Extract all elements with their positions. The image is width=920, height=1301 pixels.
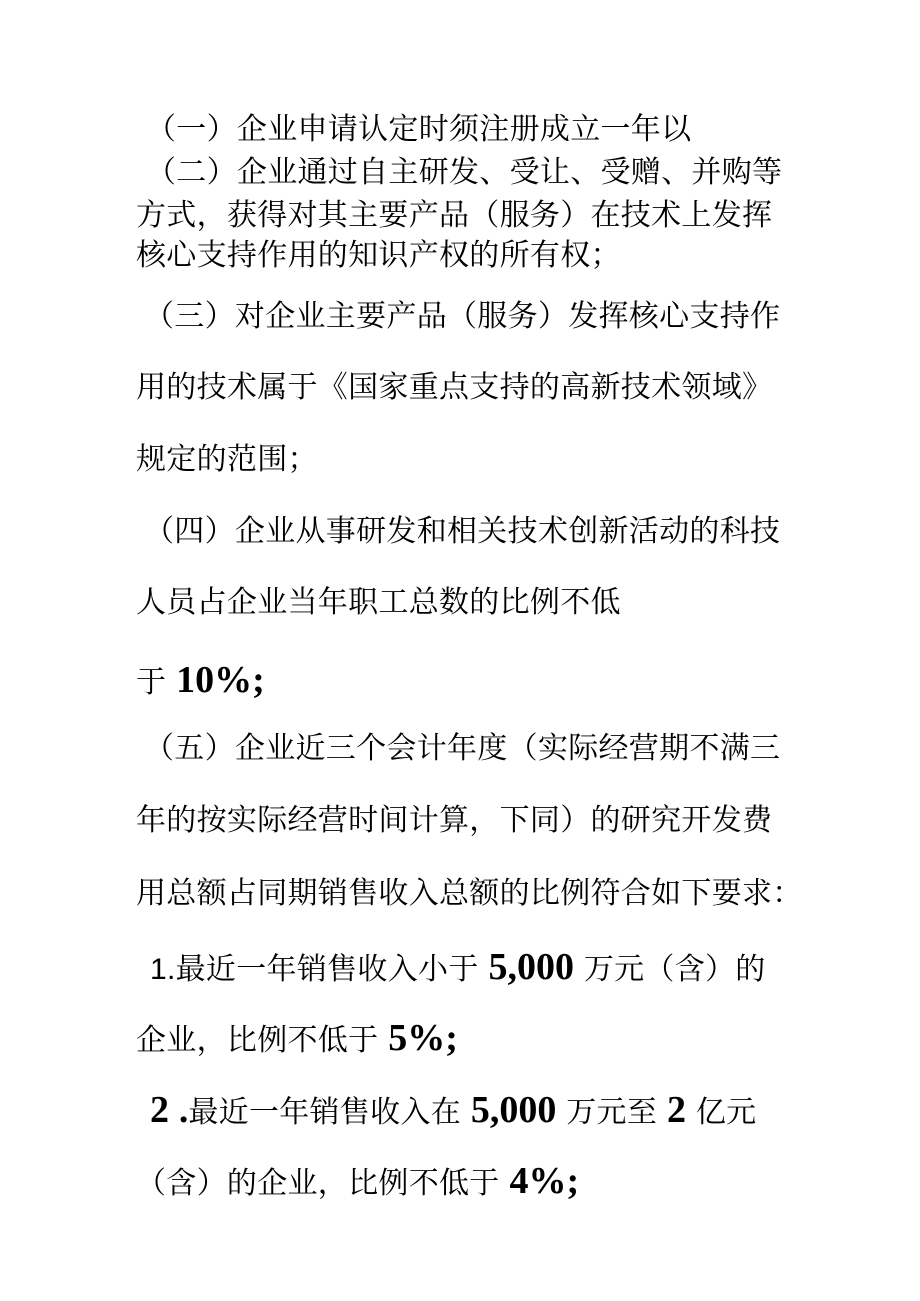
text-run: （一）企业申请认定时须注册成立一年以	[146, 112, 692, 147]
text-run: （二）企业通过自主研发、受让、受赠、并购等	[146, 155, 783, 190]
paragraph-line-16	[150, 1089, 757, 1131]
paragraph-line-15	[136, 1017, 458, 1059]
emphasis-number: 5,000	[470, 1089, 557, 1131]
paragraph-line-4	[136, 238, 621, 274]
text-run: （含）的企业，比例不低于	[136, 1166, 500, 1201]
text-run: 方式，获得对其主要产品（服务）在技术上发挥	[136, 198, 773, 233]
emphasis-number: 4%;	[509, 1160, 580, 1202]
paragraph-line-2	[146, 155, 782, 191]
paragraph-line-17	[136, 1160, 580, 1202]
text-run: 亿元	[695, 1095, 757, 1130]
paragraph-line-3	[136, 198, 772, 234]
list-dot: .	[178, 1089, 189, 1131]
text-run: 核心支持作用的知识产权的所有权；	[136, 238, 621, 273]
text-run: （四）企业从事研发和相关技术创新活动的科技	[144, 514, 781, 549]
paragraph-line-1	[146, 112, 691, 148]
text-run: 最近一年销售收入小于	[175, 952, 479, 987]
text-run: （三）对企业主要产品（服务）发挥核心支持作	[144, 299, 781, 334]
text-run: 万元至	[566, 1095, 658, 1130]
paragraph-line-13	[136, 876, 803, 912]
paragraph-line-8	[144, 514, 780, 550]
paragraph-line-14	[150, 946, 766, 988]
paragraph-line-12	[136, 803, 772, 839]
text-run: 用的技术属于《国家重点支持的高新技术领域》	[136, 370, 773, 405]
paragraph-line-6	[136, 370, 772, 406]
text-run: 万元（含）的	[583, 952, 766, 987]
list-number: 1.	[150, 953, 176, 986]
text-run: （五）企业近三个会计年度（实际经营期不满三	[144, 731, 781, 766]
emphasis-number: 10%;	[176, 659, 265, 701]
emphasis-number: 2	[666, 1089, 686, 1131]
text-run: 年的按实际经营时间计算，下同）的研究开发费	[136, 803, 773, 838]
paragraph-line-5	[144, 299, 780, 335]
paragraph-line-10	[136, 659, 265, 701]
text-run: 用总额占同期销售收入总额的比例符合如下要求：	[136, 876, 803, 911]
text-run: 于	[136, 665, 167, 700]
paragraph-line-11	[144, 731, 780, 767]
text-run: 企业，比例不低于	[136, 1023, 379, 1058]
text-run: 人员占企业当年职工总数的比例不低	[136, 585, 621, 620]
text-run: 规定的范围；	[136, 442, 318, 477]
emphasis-number: 5,000	[488, 946, 574, 988]
emphasis-number: 5%;	[388, 1017, 458, 1059]
list-number: 2	[150, 1089, 169, 1131]
paragraph-line-9	[136, 585, 621, 621]
paragraph-line-7	[136, 442, 318, 478]
text-run: 最近一年销售收入在	[188, 1095, 462, 1130]
